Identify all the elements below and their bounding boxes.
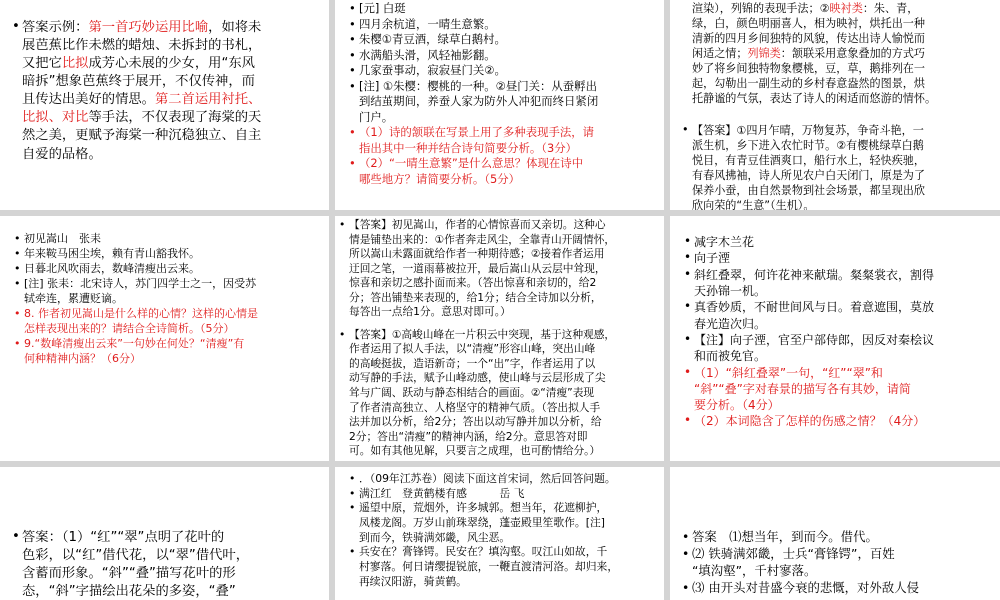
- highlight-text: 列锦类: [747, 47, 781, 61]
- text-line: 春光造次归。: [694, 316, 767, 331]
- text-line: 2分；答出“清瘦”的精神内涵，给2分。意思答对即: [349, 429, 588, 443]
- slide-answer-example: [0, 0, 329, 210]
- body-text: 清新的四月乡间独特的风貌，传达出诗人愉悦而: [692, 32, 925, 46]
- text-line: 门户。: [359, 109, 394, 124]
- text-line: 何种精神内涵？（6分）: [24, 351, 141, 365]
- bullet-item: [359, 63, 654, 79]
- bullet-item: [359, 487, 654, 502]
- body-text: 托静谧的气氛，表达了诗人的闲适而悠游的情怀。: [692, 92, 937, 106]
- text-line: • 满江红 登黄鹤楼有感 岳 飞: [359, 486, 525, 500]
- highlight-text: 第一首巧妙运用比喻: [88, 20, 209, 35]
- text-line: [692, 76, 990, 91]
- text-line: 态，“斜”字描绘出花朵的多姿，“叠”: [22, 584, 236, 600]
- text-line: 天孙锦一机。: [694, 283, 767, 298]
- text-line: 耸与广阔、跃动与静态相结合的画面。②“清瘦”表现: [349, 386, 595, 400]
- text-line: 和而被免官。: [694, 349, 767, 364]
- slide-zhang-lei-answers: [335, 216, 664, 461]
- text-line: 指出其中一种并结合诗句简要分析。（3分）: [359, 140, 577, 155]
- text-line: • 答案 ⑴想当年，到而今。借代。: [692, 529, 878, 544]
- text-line: [22, 146, 319, 164]
- text-line: [22, 37, 319, 55]
- body-text: ：颔联采用意象叠加的方式巧: [780, 47, 926, 61]
- text-line: 色彩，以“红”借代花，以“翠”借代叶，: [22, 548, 250, 564]
- body-text: ，如将未: [208, 20, 262, 35]
- text-line: 动写静的手法，赋予山峰动感，使山峰与云层形成了尖: [349, 371, 606, 385]
- body-text: 又把它: [22, 56, 62, 72]
- bullet-item: [359, 48, 654, 64]
- text-line: • （2）本词隐含了怎样的伤感之情？（4分）: [694, 414, 926, 429]
- text-line: [22, 73, 319, 91]
- slide-body: [24, 232, 319, 367]
- text-line: 迂回之笔，一道雨幕被拉开，最后嵩山从云层中耸现，: [349, 261, 606, 275]
- bullet-item: [694, 267, 990, 300]
- text-line: [692, 91, 990, 106]
- text-line: “斜”“叠”字对春景的描写各有其妙，请简: [694, 381, 911, 396]
- slide-body: [22, 529, 319, 600]
- text-line: • 【答案】①四月乍晴，万物复苏，争奇斗艳，一: [692, 123, 924, 137]
- bullet-item: [359, 17, 654, 33]
- text-line: • 【答案】①高峻山峰在一片积云中突现，基于这种观感，: [349, 327, 616, 341]
- text-line: 怎样表现出来的？请结合全诗简析。（5分）: [24, 321, 235, 335]
- bullet-item: [359, 125, 654, 156]
- body-text: 自爱的品格。: [22, 146, 102, 162]
- text-line: 要分析。（4分）: [694, 398, 780, 413]
- text-line: 保养小蚕，由自然景物到社会场景，都呈现出欣: [692, 183, 925, 197]
- body-text: 答案示例：: [22, 20, 89, 35]
- text-line: 法并加以分析，给2分；答出以动写静并加以分析，给: [349, 415, 602, 429]
- text-line: 了作者清高独立、人格坚守的精神气质。（答出拟人手: [349, 400, 601, 414]
- bullet-item: [24, 307, 319, 337]
- text-line: • 朱樱①青豆酒，绿草白鹅村。: [359, 32, 506, 46]
- text-line: 惊喜和亲切之感扑面而来。（答出惊喜和亲切的，给2: [349, 276, 597, 290]
- bullet-item: [692, 529, 990, 546]
- highlight-text: 映衬类: [829, 2, 863, 15]
- text-line: 含蓄而形象。“斜”“叠”描写花叶的形: [22, 566, 236, 582]
- text-line: 哪些地方？请简要分析。（5分）: [359, 171, 521, 186]
- body-text: 然之美，更赋予海棠一种沉稳独立、自主: [22, 128, 262, 144]
- text-line: 到结茧期间，养蚕人家为防外人冲犯而终日紧闭: [359, 94, 599, 108]
- bullet-item: [24, 232, 319, 247]
- text-line: • ⑶ 由开头对昔盛今衰的悲慨，对外敌人侵: [692, 579, 919, 595]
- bullet-item: [359, 472, 654, 487]
- text-line: • 答案：（1）“红”“翠”点明了花叶的: [22, 530, 225, 545]
- text-line: • （2）“一晴生意繁”是什么意思？体现在诗中: [359, 156, 584, 170]
- text-line: • 初见嵩山 张耒: [24, 232, 101, 245]
- body-text: 渲染），列锦的表现手法；②: [692, 2, 830, 15]
- text-line: • 兵安在？膏锋锷。民安在？填沟壑。叹江山如故，千: [359, 545, 608, 559]
- text-line: 可。如有其他见解，只要言之成理，也可酌情给分。）: [349, 444, 601, 458]
- bullet-item: [694, 332, 990, 365]
- body-text: 绿，白，颜色明丽喜人，相为映衬，烘托出一种: [692, 17, 925, 31]
- slide-bai-ting-poem: [335, 0, 664, 210]
- text-line: • [注] 张耒：北宋诗人，苏门四学士之一，因受苏: [24, 276, 257, 290]
- text-line: [692, 61, 990, 76]
- bullet-item: [694, 413, 990, 429]
- bullet-item: [24, 337, 319, 367]
- text-line: • 【答案】初见嵩山，作者的心情惊喜而又亲切。这种心: [349, 218, 606, 231]
- paragraph: [22, 529, 319, 600]
- bullet-item: [359, 545, 654, 589]
- slide-body: [692, 1, 990, 210]
- text-line: 的高峻挺拔，造语新奇；一个“出”字，作者运用了以: [349, 356, 596, 370]
- text-line: • 真香妙质，不耐世间风与日。着意遮围，莫放: [694, 300, 935, 315]
- paragraph: [349, 328, 654, 459]
- text-line: [692, 46, 990, 61]
- bullet-item: [24, 277, 319, 307]
- text-line: 轼牵连，累遭贬谪。: [24, 291, 123, 305]
- body-text: 起，勾勒出一副生动的乡村春意盎然的图景，烘: [692, 77, 925, 91]
- text-line: [692, 16, 990, 31]
- body-text: 暗拆”想象芭蕉终于展开，不仅传神，而: [22, 74, 255, 90]
- body-text: 成芳心未展的少女，用“东风: [88, 56, 255, 72]
- bullet-item: [694, 299, 990, 332]
- bullet-item: [24, 247, 319, 262]
- text-line: 悦目，有青豆佳酒爽口，船行水上，轻快疾驰，: [692, 153, 925, 167]
- body-text: 且传达出美好的情思。: [22, 92, 155, 108]
- body-text: 等手法，不仅表现了海棠的天: [88, 110, 262, 126]
- text-line: 分；答出铺垫来表现的，给1分；结合全诗加以分析，: [349, 290, 602, 304]
- paragraph: [349, 218, 654, 320]
- slide-body: [359, 472, 654, 589]
- text-line: • 8. 作者初见嵩山是什么样的心情？这样的心情是: [24, 306, 258, 320]
- slide-bai-ting-answer: [670, 0, 1000, 210]
- slide-yue-fei-poem: [335, 467, 664, 600]
- slide-yue-fei-answer: [670, 467, 1000, 600]
- spacer: [692, 115, 990, 123]
- bullet-item: [359, 156, 654, 187]
- text-line: • 向子湮: [694, 251, 731, 266]
- slide-body: [692, 529, 990, 596]
- text-line: • ．（09年江苏卷）阅读下面这首宋词，然后回答问题。: [359, 472, 616, 485]
- text-line: 欣向荣的“生意”（生机）。: [692, 198, 815, 210]
- body-text: 妙了将乡间独特物象樱桃，豆，草，鹅排列在一: [692, 62, 925, 76]
- text-line: • 【注】向子湮，官至户部侍郎，因反对秦桧议: [694, 332, 935, 347]
- text-line: 再续汉阳游，骑黄鹤。: [359, 574, 467, 588]
- slide-xiang-ziyan-poem: [670, 216, 1000, 461]
- text-line: “填沟壑”，千村寥落。: [692, 562, 817, 578]
- bullet-item: [694, 234, 990, 250]
- text-line: 村寥落。何日请缨提锐旅，一鞭直渡清河洛。却归来，: [359, 560, 619, 574]
- text-line: [22, 91, 319, 109]
- text-line: 有春风拂袖，诗人所见农户白天闭门，原是为了: [692, 168, 925, 182]
- text-line: [692, 1, 990, 16]
- slide-body: [359, 1, 654, 187]
- text-line: [22, 109, 319, 127]
- highlight-text: 第二首运用衬托、: [154, 92, 262, 108]
- text-line: 每答出一点给1分。意思对即可。）: [349, 305, 511, 319]
- text-line: • 斜红叠翠，何许花神来献瑞。粲粲裳衣，割得: [694, 267, 935, 282]
- text-line: • 水满船头滑，风轻袖影翻。: [359, 47, 496, 62]
- text-line: 派生机，乡下进入农忙时节。②有樱桃绿草白鹅: [692, 138, 924, 152]
- text-line: [22, 55, 319, 73]
- slide-zhang-lei-poem: [0, 216, 329, 461]
- text-line: • 减字木兰花: [694, 235, 755, 249]
- body-text: 展芭蕉比作未燃的蜡烛、未拆封的书札，: [22, 38, 262, 54]
- text-line: [22, 19, 319, 37]
- text-line: • 年来鞍马困尘埃，赖有青山豁我怀。: [24, 246, 200, 260]
- bullet-item: [694, 365, 990, 414]
- bullet-item: [359, 1, 654, 17]
- text-line: • [注] ①朱樱：樱桃的一种。②昼门关：从蚕孵出: [359, 78, 597, 93]
- text-line: • ⑵ 铁骑满郊畿，士兵“膏锋锷”，百姓: [692, 545, 895, 561]
- bullet-item: [359, 79, 654, 126]
- text-line: • [元] 白珽: [359, 1, 406, 15]
- paragraph: [692, 123, 990, 210]
- spacer: [692, 107, 990, 115]
- text-line: 作者运用了拟人手法，以“清瘦”形容山峰，突出山峰: [349, 342, 596, 356]
- text-line: • 四月余杭道，一晴生意繁。: [359, 16, 496, 31]
- highlight-text: 比拟、对比: [22, 110, 89, 126]
- spacer: [349, 320, 654, 328]
- highlight-text: 比拟: [61, 56, 89, 72]
- bullet-item: [359, 32, 654, 48]
- bullet-item: [24, 262, 319, 277]
- text-line: • （1）“斜红叠翠”一句，“红”“翠”和: [694, 365, 883, 380]
- text-line: 情是铺垫出来的：①作者奔走风尘，全靠青山开阔情怀，: [349, 232, 616, 246]
- body-text: 闲适之情；: [692, 47, 748, 61]
- text-line: • 几家蚕事动，寂寂昼门关②。: [359, 63, 506, 77]
- text-line: [22, 127, 319, 145]
- slide-body: [22, 19, 319, 164]
- slide-body: [349, 218, 654, 459]
- text-line: 所以嵩山未露面就给作者一种期待感；②接着作者运用: [349, 247, 605, 261]
- bullet-item: [694, 250, 990, 266]
- body-text: ：朱、青，: [862, 2, 919, 15]
- bullet-item: [359, 501, 654, 545]
- slide-xiang-ziyan-answer: [0, 467, 329, 600]
- text-line: [692, 31, 990, 46]
- text-line: • 9.“数峰清瘦出云来”一句妙在何处？“清瘦”有: [24, 336, 245, 350]
- text-line: • 日暮北风吹雨去，数峰清瘦出云来。: [24, 261, 200, 275]
- text-line: • （1）诗的颔联在写景上用了多种表现手法，请: [359, 125, 595, 139]
- text-line: 到而今，铁骑满郊畿，风尘恶。: [359, 530, 511, 544]
- text-line: 凤楼龙阁。万岁山前珠翠绕，蓬壶殿里笙歌作。[注]: [359, 516, 605, 530]
- bullet-item: [692, 546, 990, 580]
- bullet-item: [692, 580, 990, 597]
- text-line: • 遥望中原，荒烟外，许多城郭。想当年，花遮柳护，: [359, 501, 608, 515]
- slide-body: [694, 234, 990, 430]
